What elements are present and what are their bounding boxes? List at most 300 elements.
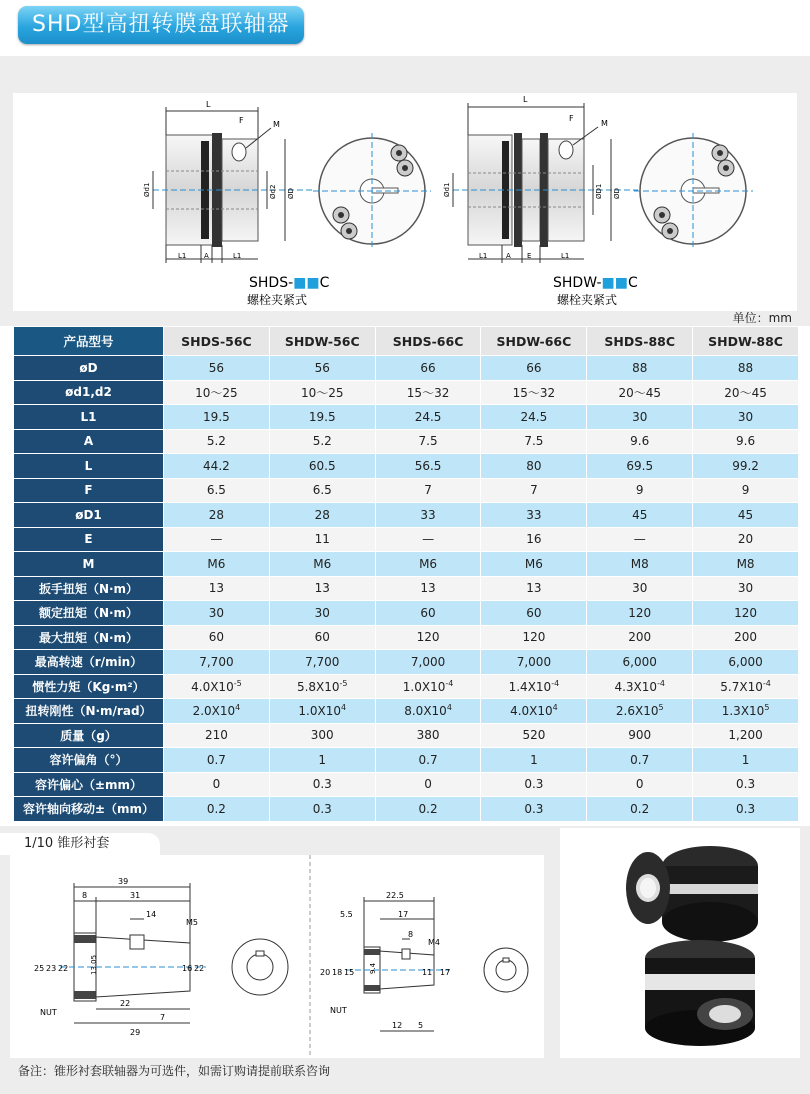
drawing-panel [13,93,797,311]
dim-l1b-w: L1 [561,252,570,260]
spec-cell-value: 2.6X10 [615,704,659,719]
spec-cell [693,503,799,528]
dim-l1: L1 [178,252,187,260]
spec-cell-value: 24.5 [520,409,548,424]
spec-cell-value: 0.3 [736,801,756,816]
spec-row-label: 额定扭矩（N·m） [14,601,164,626]
spec-row-label: E [14,527,164,552]
coupling-photo-bottom [645,940,755,1046]
spec-cell-value: 6,000 [622,654,657,669]
spec-cell-value: 11 [314,532,330,547]
dim-l1b: L1 [233,252,242,260]
spec-cell [693,625,799,650]
spec-cell [587,356,693,381]
spec-cell [481,601,587,626]
spec-cell-value: 200 [628,630,652,645]
dim-m: M [273,120,280,129]
spec-cell [164,527,270,552]
spec-row [14,576,799,601]
spec-cell [587,454,693,479]
spec-cell [693,552,799,577]
spec-cell-value: 7,000 [516,654,552,669]
spec-cell-value: 0 [212,777,221,792]
shdw-side-view [443,95,638,263]
dim-29: 29 [130,1028,141,1037]
bushing-drawing-panel [10,855,544,1058]
spec-cell-value: 0.3 [524,777,544,792]
spec-cell-exponent: 4 [552,703,558,713]
spec-cell-value: 19.5 [203,409,230,424]
spec-row-label: 最高转速（r/min） [14,650,164,675]
spec-cell [587,723,693,748]
spec-cell-value: 120 [522,630,546,645]
spec-cell [587,429,693,454]
spec-cell [269,576,375,601]
spec-cell [693,527,799,552]
spec-cell-value: 0.7 [206,752,226,767]
unit-label: 单位：mm [732,311,792,325]
spec-cell [375,552,481,577]
spec-cell-value: 0.3 [312,801,332,816]
spec-cell [587,503,693,528]
spec-cell-value: 0 [424,777,432,792]
spec-row [14,356,799,381]
spec-row [14,723,799,748]
dim-m4: M4 [428,938,440,947]
spec-cell [375,699,481,724]
spec-cell [269,797,375,822]
dim-l: L [206,100,211,109]
spec-cell [481,699,587,724]
header-cell: SHDS-88C [587,327,693,356]
spec-row-label: øD1 [14,503,164,528]
spec-cell-value: 200 [734,630,758,645]
spec-cell [375,650,481,675]
spec-cell-value: M8 [630,556,649,571]
spec-cell-value: 4.0X10 [191,679,234,694]
spec-cell [481,797,587,822]
dim-8r: 8 [408,930,414,939]
spec-cell [164,772,270,797]
dim-1305: 13.05 [90,954,98,975]
spec-cell [693,478,799,503]
spec-cell [375,576,481,601]
spec-cell-value: M6 [524,556,543,571]
shds-side-view [143,100,313,263]
spec-cell-exponent: 5 [658,703,664,713]
spec-cell [164,552,270,577]
spec-cell [587,625,693,650]
shdw-caption: 螺栓夹紧式 [557,293,618,307]
spec-cell [164,503,270,528]
spec-cell-value: 28 [208,507,225,522]
spec-cell [587,478,693,503]
spec-cell-value: — [633,532,646,547]
spec-cell-value: M6 [313,556,332,571]
dim-22: 22 [58,964,69,973]
dim-d2: Ød2 [269,184,277,199]
spec-cell [481,405,587,430]
nut-label-right: NUT [330,1006,347,1015]
spec-cell [481,650,587,675]
spec-cell [375,748,481,773]
dim-l-w: L [523,95,528,104]
spec-cell-value: 20～45 [618,385,661,400]
spec-row-label: 扭转刚性（N·m/rad） [14,699,164,724]
spec-cell [481,478,587,503]
spec-row [14,674,799,699]
dim-25: 25 [34,964,45,973]
spec-cell [375,405,481,430]
spec-cell-value: 30 [737,409,754,424]
shdw-end-view [634,133,753,249]
spec-cell [481,723,587,748]
coupling-drawings [13,93,797,311]
spec-cell-value: 69.5 [626,458,654,473]
spec-cell-value: 60.5 [308,458,336,473]
spec-header-row [14,327,799,356]
spec-cell-value: 30 [632,409,648,424]
spec-row-label: ød1,d2 [14,380,164,405]
spec-cell-value: 6,000 [728,654,763,669]
dim-20: 20 [320,968,331,977]
spec-cell-value: 1 [530,752,538,767]
spec-cell-value: 2.0X10 [192,704,236,719]
spec-cell-value: 56 [208,360,225,375]
spec-cell-value: 45 [632,507,648,522]
spec-cell-value: M8 [736,556,755,571]
spec-cell-exponent: 5 [764,703,770,713]
spec-row [14,405,799,430]
bushing-title: 1/10 锥形衬套 [0,833,160,855]
spec-cell [693,674,799,699]
spec-cell [375,723,481,748]
spec-cell [481,380,587,405]
nut-label-left: NUT [40,1008,57,1017]
spec-cell-value: 1 [741,752,750,767]
spec-cell-value: 7 [424,483,432,498]
spec-cell-value: 4.3X10 [614,679,658,694]
spec-cell-value: 1.4X10 [508,679,552,694]
spec-cell [375,601,481,626]
spec-cell [481,503,587,528]
spec-cell [375,527,481,552]
spec-cell-value: 210 [204,728,228,743]
spec-cell-value: 6.5 [206,483,226,498]
spec-cell [164,601,270,626]
spec-cell-value: 7,000 [410,654,446,669]
dim-f: F [239,116,244,125]
spec-cell [269,552,375,577]
dim-f-w: F [569,114,574,123]
spec-cell-value: 30 [314,605,330,620]
spec-cell-value: 4.0X10 [510,704,553,719]
spec-row-label: L [14,454,164,479]
spec-cell [693,748,799,773]
spec-cell-value: 120 [628,605,652,620]
spec-cell-value: 33 [526,507,542,522]
spec-row-label: F [14,478,164,503]
spec-cell-value: M6 [419,556,438,571]
spec-row [14,503,799,528]
spec-cell [481,576,587,601]
spec-cell-value: 0.7 [418,752,438,767]
spec-cell-value: 56 [314,360,330,375]
spec-row-label: 惯性力矩（Kg·m²） [14,674,164,699]
header-cell: SHDW-88C [693,327,799,356]
spec-cell [587,699,693,724]
spec-cell [269,601,375,626]
dim-94: 9.4 [369,962,377,974]
spec-cell [375,454,481,479]
spec-cell [693,723,799,748]
spec-cell [693,797,799,822]
dim-bigd1-w: ØD1 [595,183,603,199]
dim-11: 11 [422,968,433,977]
spec-cell-value: 5.2 [206,434,226,449]
spec-row [14,699,799,724]
spec-cell-value: 120 [416,630,440,645]
spec-cell [693,454,799,479]
spec-cell [693,650,799,675]
spec-cell [164,723,270,748]
spec-cell [375,772,481,797]
spec-cell-value: 0.3 [312,777,332,792]
spec-cell [269,650,375,675]
spec-cell [269,723,375,748]
spec-cell-value: 13 [208,581,225,596]
spec-cell-value: 1.3X10 [721,704,765,719]
spec-cell [375,356,481,381]
spec-cell [481,429,587,454]
spec-cell [481,625,587,650]
spec-cell-value: 520 [522,728,546,743]
spec-cell-value: 15～32 [512,385,556,400]
dim-a-w: A [506,252,511,260]
spec-cell-exponent: 4 [446,703,452,713]
header-cell: 产品型号 [14,327,164,356]
header-cell: SHDS-56C [164,327,270,356]
spec-cell [269,625,375,650]
coupling-photo-top [626,846,758,942]
spec-cell [164,576,270,601]
spec-cell-value: 5.2 [312,434,332,449]
bushing-right-drawing [320,891,528,1031]
spec-cell [587,552,693,577]
spec-row [14,650,799,675]
spec-row [14,772,799,797]
spec-row [14,380,799,405]
header-cell: SHDW-66C [481,327,587,356]
spec-cell-value: 7.5 [524,434,544,449]
spec-row [14,625,799,650]
spec-row-label: 扳手扭矩（N·m） [14,576,164,601]
spec-cell [481,772,587,797]
spec-cell-value: 0.2 [418,801,438,816]
spec-cell-value: — [210,532,223,547]
spec-cell-value: 5.7X10 [720,679,763,694]
spec-cell-value: 10～25 [195,385,238,400]
dim-d: ØD [287,188,295,199]
spec-cell-value: 60 [314,630,330,645]
spec-cell [269,699,375,724]
spec-cell [375,674,481,699]
spec-cell-value: 5.8X10 [296,679,340,694]
spec-cell [693,601,799,626]
dim-31: 31 [130,891,141,900]
dim-39: 39 [118,877,129,886]
dim-18: 18 [332,968,343,977]
bushing-drawings [10,855,544,1058]
spec-cell-value: 900 [628,728,652,743]
spec-cell [587,405,693,430]
dim-225: 22.5 [386,891,404,900]
spec-cell [481,674,587,699]
spec-cell [587,601,693,626]
spec-cell [587,527,693,552]
spec-row [14,429,799,454]
spec-cell [587,674,693,699]
spec-row [14,797,799,822]
spec-cell-value: 30 [737,581,754,596]
shdw-model-label: SHDW-■■C [553,275,638,291]
spec-cell [693,405,799,430]
spec-cell-value: 1.0X10 [298,704,341,719]
spec-cell-value: 0 [635,777,644,792]
spec-cell [481,454,587,479]
spec-row-label: 容许偏心（±mm） [14,772,164,797]
spec-cell-value: 0.3 [524,801,544,816]
spec-row-label: 容许轴向移动±（mm） [14,797,164,822]
spec-cell-exponent: 4 [340,703,347,713]
product-photo [560,828,800,1058]
spec-row-label: 容许偏角（°） [14,748,164,773]
spec-table [13,326,799,822]
spec-cell [269,772,375,797]
spec-cell [693,576,799,601]
spec-cell [269,356,375,381]
spec-cell-value: 300 [310,728,334,743]
spec-cell-value: M6 [207,556,226,571]
dim-8: 8 [82,891,88,900]
spec-cell [269,478,375,503]
spec-cell-value: 20～45 [724,385,767,400]
header-cell: SHDW-56C [269,327,375,356]
spec-cell [481,748,587,773]
spec-cell [481,552,587,577]
spec-cell-value: 15～32 [406,385,450,400]
dim-m5: M5 [186,918,198,927]
spec-cell [269,405,375,430]
spec-cell-value: 0.2 [206,801,226,816]
spec-cell [164,748,270,773]
dim-14: 14 [146,910,157,919]
spec-cell [587,772,693,797]
spec-cell-value: 0.2 [630,801,650,816]
spec-cell-value: 120 [734,605,758,620]
spec-row-label: M [14,552,164,577]
spec-cell-value: 56.5 [414,458,442,473]
spec-cell [375,429,481,454]
dim-d1-w: Ød1 [443,182,451,197]
spec-cell [269,380,375,405]
spec-cell-exponent: -4 [445,678,454,688]
spec-cell-exponent: -4 [762,678,771,688]
spec-cell-value: 20 [737,532,754,547]
spec-cell-value: 24.5 [414,409,442,424]
spec-row-label: 质量（g） [14,723,164,748]
dim-7: 7 [160,1013,166,1022]
spec-cell-value: 13 [420,581,436,596]
spec-cell-value: 19.5 [308,409,336,424]
spec-cell [164,478,270,503]
dim-23: 23 [46,964,57,973]
dim-d1: Ød1 [143,182,151,197]
spec-cell-value: 1,200 [728,728,763,743]
spec-cell [164,356,270,381]
dim-22c: 22 [120,999,131,1008]
spec-cell-value: 13 [314,581,330,596]
shds-end-view [313,133,431,249]
bushing-left-drawing [34,877,288,1037]
spec-cell-value: 60 [208,630,225,645]
dim-12: 12 [392,1021,403,1030]
product-photo-panel [560,828,800,1058]
spec-row [14,478,799,503]
dim-17: 17 [398,910,409,919]
spec-cell-value: 8.0X10 [404,704,447,719]
footnote: 备注：锥形衬套联轴器为可选件，如需订购请提前联系咨询 [18,1064,331,1078]
shds-model-label: SHDS-■■C [249,275,330,291]
shds-caption: 螺栓夹紧式 [247,293,308,307]
spec-cell-value: 45 [737,507,754,522]
spec-cell [164,380,270,405]
spec-cell-exponent: -5 [339,678,348,688]
dim-5: 5 [418,1021,424,1030]
spec-cell-value: 7 [530,483,538,498]
dim-15: 15 [344,968,355,977]
spec-cell [693,772,799,797]
dim-22b: 22 [194,964,205,973]
spec-cell-value: 7.5 [418,434,438,449]
spec-cell [693,699,799,724]
spec-row [14,454,799,479]
spec-cell [164,625,270,650]
spec-cell [587,797,693,822]
spec-cell-value: 9.6 [736,434,756,449]
spec-cell [164,674,270,699]
spec-cell-value: 0.7 [630,752,650,767]
spec-row-label: L1 [14,405,164,430]
spec-cell-value: 30 [632,581,648,596]
spec-cell-value: 9.6 [630,434,650,449]
spec-row-label: øD [14,356,164,381]
spec-row [14,748,799,773]
spec-cell-value: 9 [635,483,644,498]
spec-cell-value: 60 [526,605,542,620]
spec-cell-value: 10～25 [300,385,344,400]
dim-17b: 17 [440,968,451,977]
spec-cell-value: 1.0X10 [402,679,446,694]
spec-row [14,552,799,577]
spec-cell-value: 28 [314,507,330,522]
spec-cell [164,454,270,479]
dim-16: 16 [182,964,193,973]
spec-cell [375,478,481,503]
spec-cell-value: 30 [208,605,225,620]
spec-cell-value: 66 [420,360,436,375]
dim-d-w: ØD [613,188,621,199]
